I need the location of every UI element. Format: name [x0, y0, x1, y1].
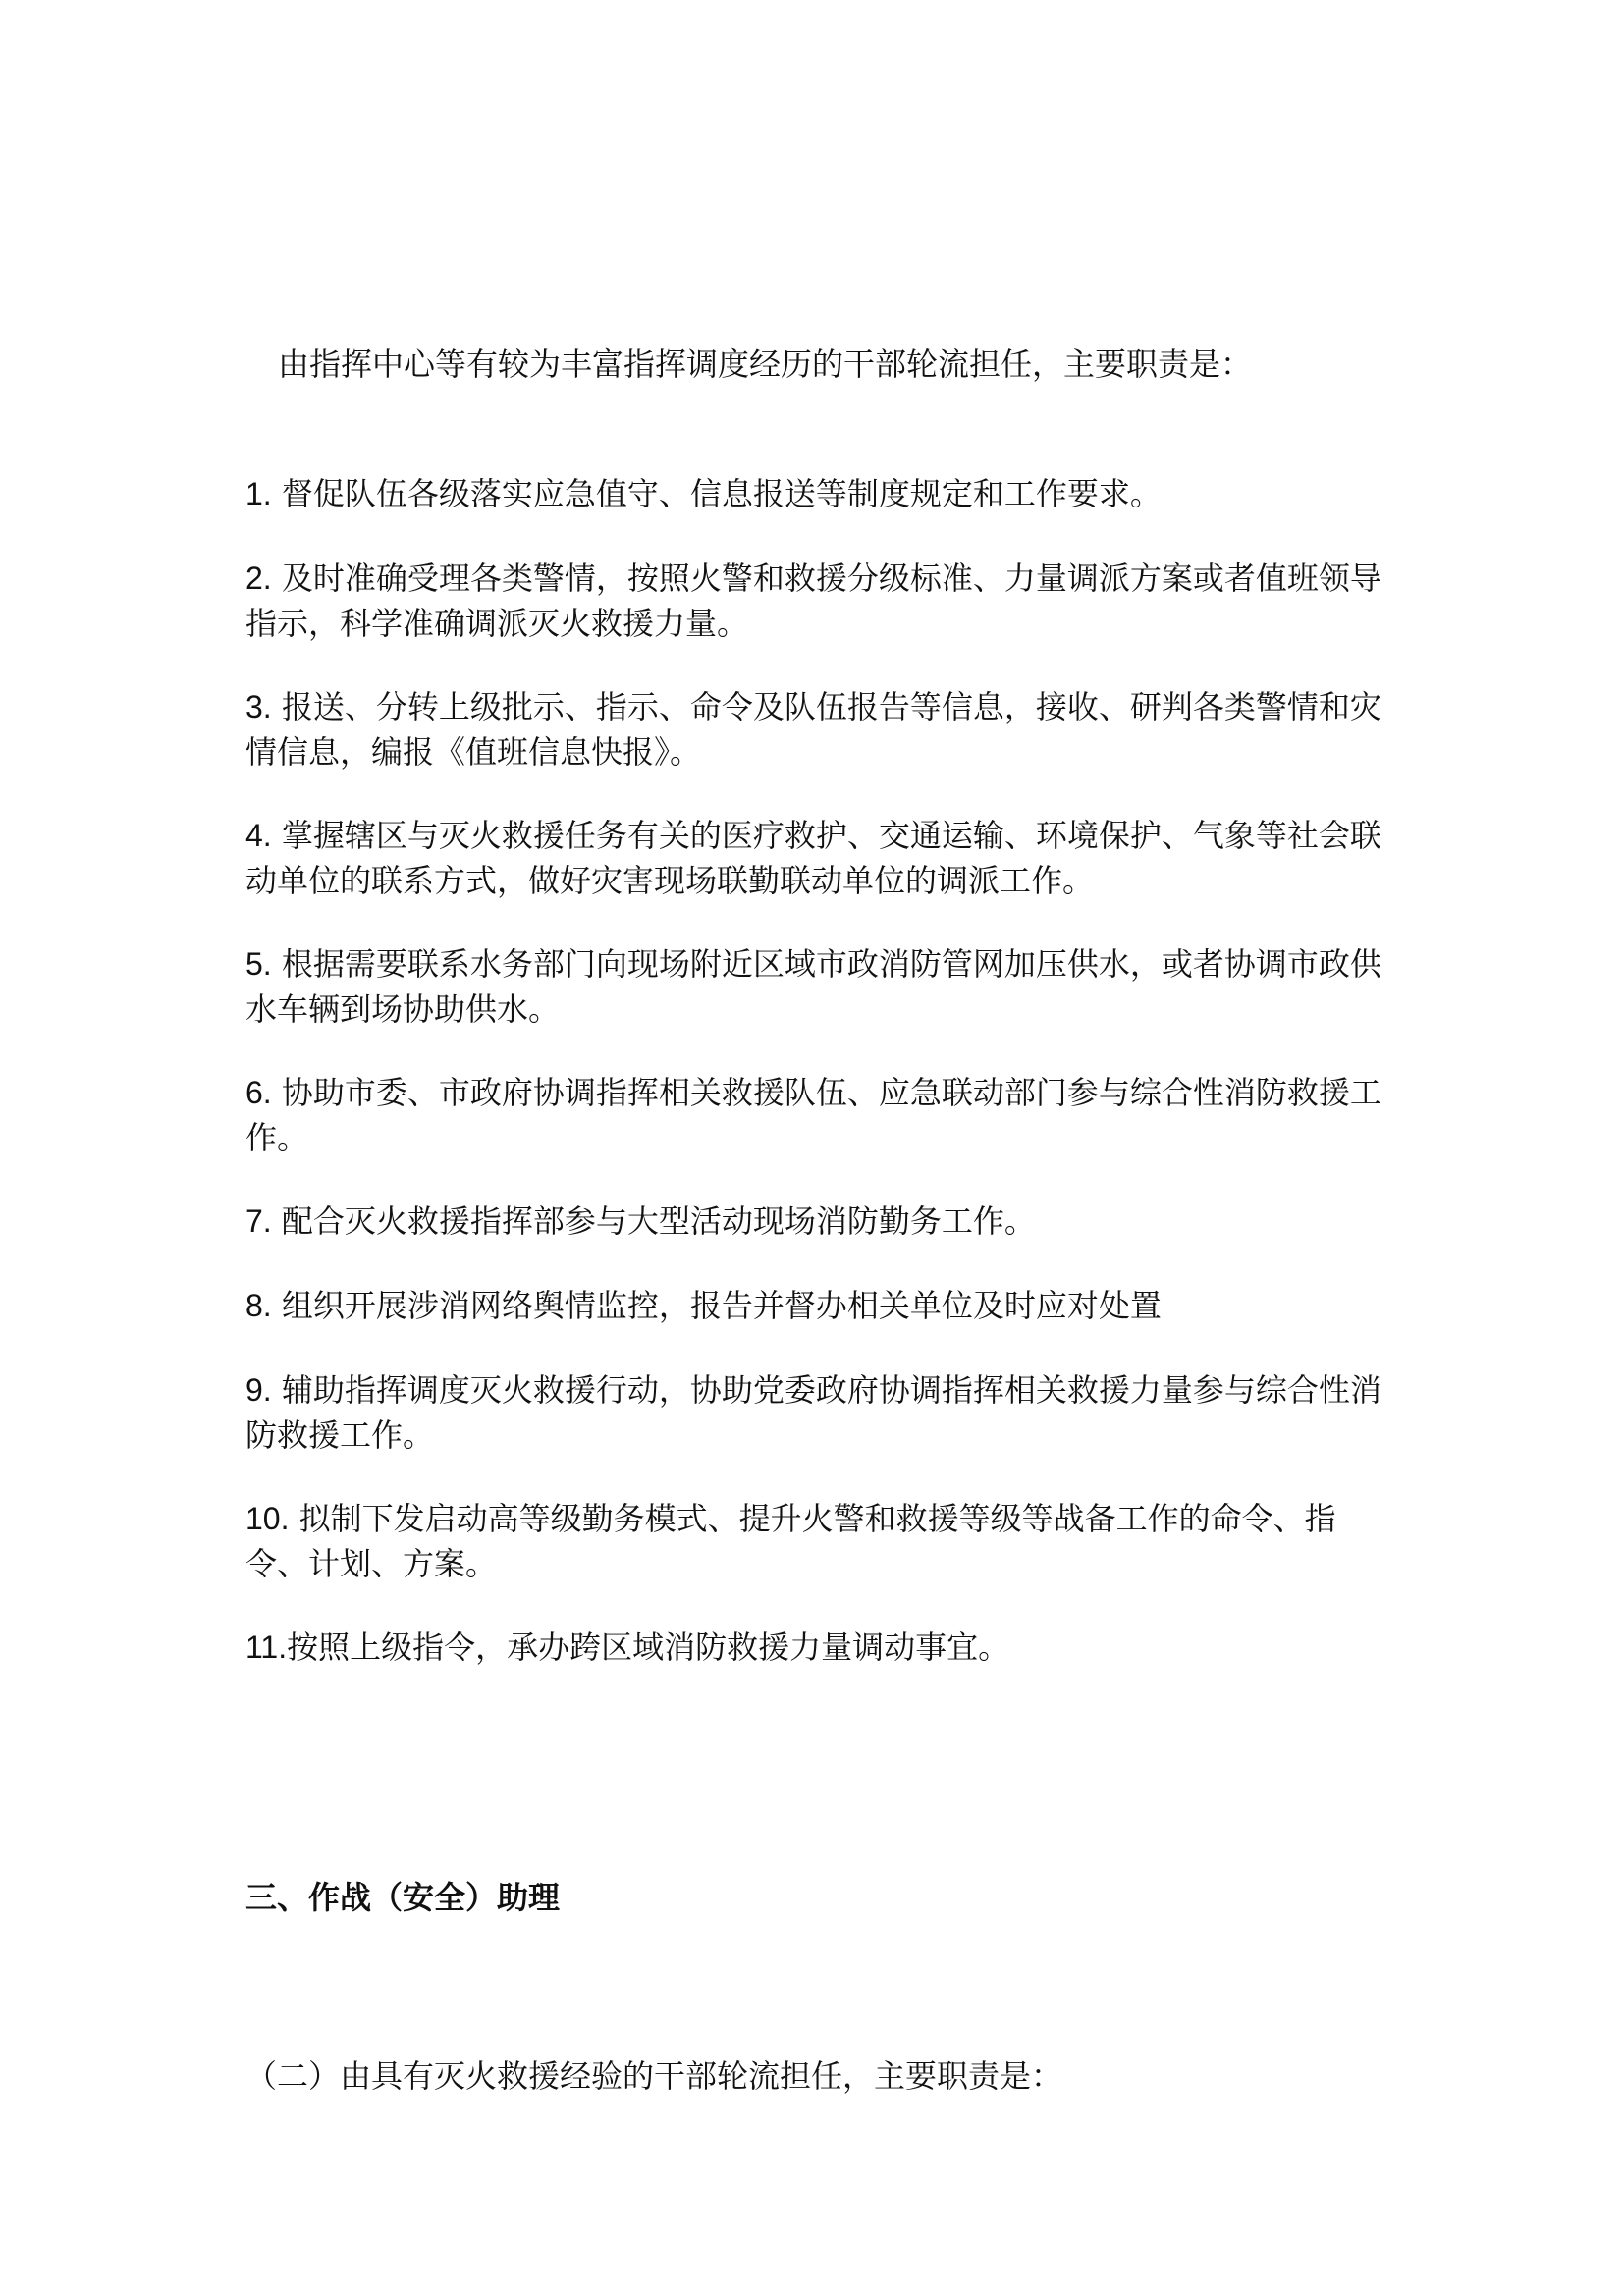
item-text: 根据需要联系水务部门向现场附近区域市政消防管网加压供水，或者协调市政供水车辆到场协助供水。 — [245, 945, 1381, 1028]
item-number: 2. — [245, 561, 272, 596]
list-item — [245, 1496, 1394, 1586]
list-item — [245, 471, 1394, 516]
item-number: 5. — [245, 946, 272, 982]
item-text: 拟制下发启动高等级勤务模式、提升火警和救援等级等战备工作的命令、指令、计划、方案。 — [245, 1500, 1336, 1582]
item-number: 3. — [245, 689, 272, 724]
list-item — [245, 1283, 1394, 1328]
list-item — [245, 1367, 1394, 1458]
list-item — [245, 1625, 1394, 1670]
item-number: 7. — [245, 1203, 272, 1239]
sub-intro-paragraph: （二）由具有灭火救援经验的干部轮流担任，主要职责是： — [245, 2057, 1063, 2095]
item-text: 辅助指挥调度灭火救援行动，协助党委政府协调指挥相关救援力量参与综合性消防救援工作。 — [245, 1371, 1381, 1454]
list-item — [245, 1070, 1394, 1160]
item-text: 配合灭火救援指挥部参与大型活动现场消防勤务工作。 — [281, 1202, 1036, 1240]
item-text: 组织开展涉消网络舆情监控，报告并督办相关单位及时应对处置 — [281, 1287, 1162, 1324]
list-item — [245, 1199, 1394, 1244]
item-number: 6. — [245, 1075, 272, 1110]
item-number: 11. — [245, 1629, 288, 1665]
item-number: 10. — [245, 1501, 290, 1536]
item-text: 掌握辖区与灭火救援任务有关的医疗救护、交通运输、环境保护、气象等社会联动单位的联系方式，做好灾害现场联勤联动单位的调派工作。 — [245, 817, 1381, 899]
list-item — [245, 941, 1394, 1032]
item-text: 督促队伍各级落实应急值守、信息报送等制度规定和工作要求。 — [281, 475, 1162, 512]
item-text: 按照上级指令，承办跨区域消防救援力量调动事宜。 — [287, 1629, 1010, 1666]
list-item — [245, 684, 1394, 774]
section-heading: 三、作战（安全）助理 — [245, 1879, 561, 1916]
item-number: 1. — [245, 476, 272, 511]
item-number: 4. — [245, 818, 272, 853]
list-item — [245, 813, 1394, 903]
item-number: 8. — [245, 1288, 272, 1323]
item-text: 及时准确受理各类警情，按照火警和救援分级标准、力量调派方案或者值班领导指示，科学准确调派灭火救援力量。 — [245, 560, 1381, 642]
intro-paragraph: 由指挥中心等有较为丰富指挥调度经历的干部轮流担任，主要职责是： — [278, 346, 1253, 383]
item-number: 9. — [245, 1372, 272, 1408]
item-text: 报送、分转上级批示、指示、命令及队伍报告等信息，接收、研判各类警情和灾情信息，编报《值班信息快报》。 — [245, 688, 1381, 771]
item-text: 协助市委、市政府协调指挥相关救援队伍、应急联动部门参与综合性消防救援工作。 — [245, 1074, 1381, 1156]
list-item — [245, 556, 1394, 646]
